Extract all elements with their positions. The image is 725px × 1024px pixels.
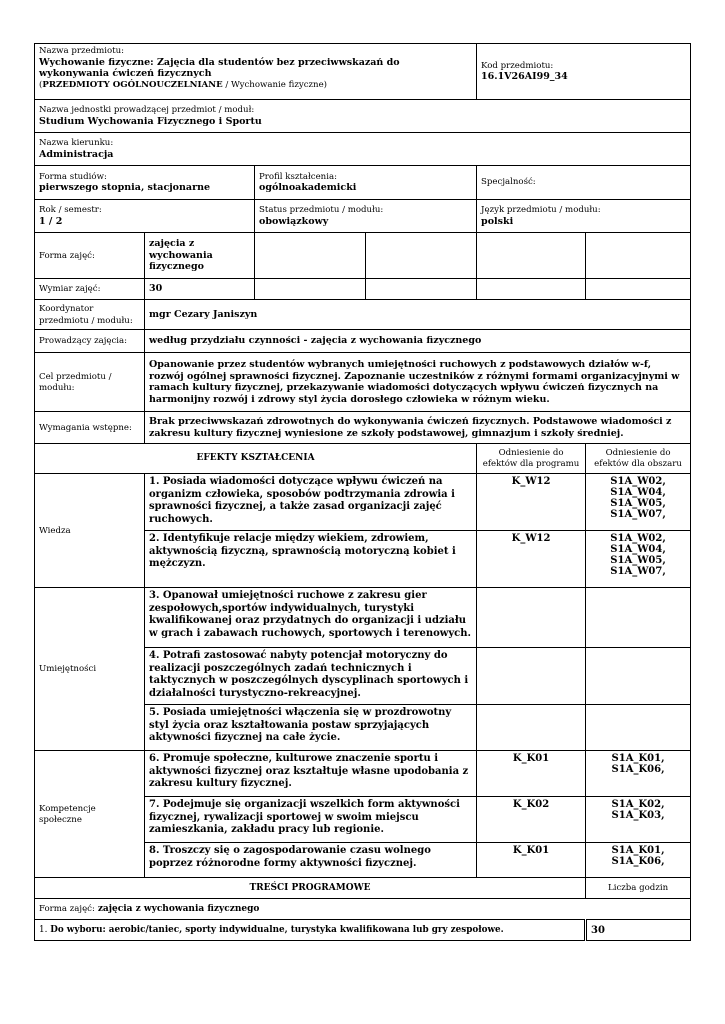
specialty-label: Specjalność: <box>481 177 536 188</box>
profile-label: Profil kształcenia: <box>259 171 337 182</box>
class-form-empty-2 <box>366 233 477 279</box>
effect-6-area <box>586 751 691 797</box>
direction-label: Nazwa kierunku: <box>39 138 114 148</box>
content-item-text: Do wyboru: aerobic/taniec, sporty indywidualne, turystyka kwalifikowana lub gry zespołowe. <box>50 924 504 935</box>
effects-title: EFEKTY KSZTAŁCENIA <box>35 444 477 474</box>
content-form-value: zajęcia z wychowania fizycznego <box>97 904 260 914</box>
content-form-cell <box>35 899 691 920</box>
language-value: polski <box>481 215 514 227</box>
class-form-label: Forma zajęć: <box>35 233 145 279</box>
coordinator-label: Koordynator przedmiotu / modułu: <box>35 300 145 330</box>
hours-empty-1 <box>255 279 366 300</box>
hours-empty-2 <box>366 279 477 300</box>
content-item-num: 1. <box>39 924 48 935</box>
study-form-label: Forma studiów: <box>39 171 107 182</box>
effect-3-area <box>586 588 691 648</box>
effect-7-area <box>586 797 691 843</box>
status-cell <box>255 200 477 233</box>
language-cell <box>477 200 691 233</box>
effect-4-program <box>477 648 586 705</box>
subject-group-name: PRZEDMIOTY OGÓLNOUCZELNIANE <box>42 79 223 90</box>
effect-5-area <box>586 705 691 751</box>
effect-7-area-1: S1A_K02, <box>611 799 665 810</box>
effect-8-program: K_K01 <box>477 843 586 878</box>
profile-value: ogólnoakademicki <box>259 182 357 193</box>
effect-2-area <box>586 531 691 588</box>
effect-3-text: 3. Opanował umiejętności ruchowe z zakresu gier zespołowych,sportów indywidualnych, turystyki kwalifikowanej oraz przydatnych do organizacji i udziału w grach i zabawach ruchowych, sportowych i terenowych. <box>145 588 477 648</box>
syllabus-table <box>34 43 691 941</box>
status-label: Status przedmiotu / modułu: <box>259 205 384 215</box>
effect-2-area-1: S1A_W02, <box>610 533 666 544</box>
unit-cell <box>35 100 691 133</box>
effect-3-program <box>477 588 586 648</box>
subject-group-extra: / Wychowanie fizyczne) <box>222 79 328 90</box>
goal-label: Cel przedmiotu / modułu: <box>35 353 145 412</box>
class-form-empty-4 <box>586 233 691 279</box>
code-cell <box>477 44 691 100</box>
requirements-label: Wymagania wstępne: <box>35 412 145 444</box>
content-item-1 <box>35 920 586 941</box>
effect-2-text: 2. Identyfikuje relacje między wiekiem, zdrowiem, aktywnością fizyczną, sprawnością motoryczną kobiet i mężczyzn. <box>145 531 477 588</box>
effect-2-area-4: S1A_W07, <box>610 566 666 577</box>
study-form-value: pierwszego stopnia, stacjonarne <box>39 182 211 193</box>
effect-6-area-1: S1A_K01, <box>611 753 665 764</box>
content-form-label: Forma zajęć: <box>39 904 95 914</box>
instructor-label: Prowadzący zajęcia: <box>35 330 145 353</box>
direction-cell <box>35 133 691 166</box>
effect-8-text: 8. Troszczy się o zagospodarowanie czasu wolnego poprzez różnorodne formy aktywności fizycznej. <box>145 843 477 878</box>
language-label: Język przedmiotu / modułu: <box>481 205 601 215</box>
effect-4-area <box>586 648 691 705</box>
effect-1-area-1: S1A_W02, <box>610 476 666 487</box>
group-kompetencje: Kompetencje społeczne <box>35 751 145 878</box>
hours-value: 30 <box>145 279 255 300</box>
effect-2-area-3: S1A_W05, <box>610 555 666 566</box>
effect-1-area-3: S1A_W05, <box>610 498 666 509</box>
effect-1-text: 1. Posiada wiadomości dotyczące wpływu ćwiczeń na organizm człowieka, sposobów podtrzymania zdrowia i sprawności fizycznej, a także zasad organizacji zajęć ruchowych. <box>145 474 477 531</box>
group-wiedza: Wiedza <box>35 474 145 588</box>
effects-col-program: Odniesienie do efektów dla programu <box>477 444 586 474</box>
class-form-empty-3 <box>477 233 586 279</box>
effect-1-area <box>586 474 691 531</box>
subject-title: Wychowanie fizyczne: Zajęcia dla studentów bez przeciwwskazań do wykonywania ćwiczeń fizycznych <box>39 56 400 79</box>
profile-cell <box>255 166 477 200</box>
subject-group: (PRZEDMIOTY OGÓLNOUCZELNIANE / Wychowanie fizyczne) <box>39 79 328 90</box>
effect-2-program: K_W12 <box>477 531 586 588</box>
goal-value: Opanowanie przez studentów wybranych umiejętności ruchowych z podstawowych działów w-f, rozwój ogólnej sprawności fizycznej. Zapoznanie uczestników z różnymi formami organizacyjnymi w ramach kultury fizycznej, przekazywanie wiadomości dotyczących wpływu ćwiczeń fizycznych na harmonijny rozwój i zdrowy styl życia dorosłego człowieka w różnym wieku. <box>145 353 691 412</box>
code-label: Kod przedmiotu: <box>481 60 554 71</box>
effect-7-text: 7. Podejmuje się organizacji wszelkich form aktywności fizycznej, rywalizacji sportowej w swoim miejscu zamieszkania, zakładu pracy lub regionie. <box>145 797 477 843</box>
unit-value: Studium Wychowania Fizycznego i Sportu <box>39 115 262 127</box>
effect-8-area <box>586 843 691 878</box>
effects-col-area: Odniesienie do efektów dla obszaru <box>586 444 691 474</box>
class-form-value: zajęcia z wychowania fizycznego <box>145 233 255 279</box>
direction-value: Administracja <box>39 148 114 160</box>
year-label: Rok / semestr: <box>39 205 102 215</box>
effect-2-area-2: S1A_W04, <box>610 544 666 555</box>
requirements-value: Brak przeciwwskazań zdrowotnych do wykonywania ćwiczeń fizycznych. Podstawowe wiadomości z zakresu kultury fizycznej wyniesione ze szkoły podstawowej, gimnazjum i szkoły średniej. <box>145 412 691 444</box>
coordinator-value: mgr Cezary Janiszyn <box>145 300 691 330</box>
unit-label: Nazwa jednostki prowadzącej przedmiot / moduł: <box>39 105 255 115</box>
study-form-cell <box>35 166 255 200</box>
effect-1-program: K_W12 <box>477 474 586 531</box>
year-cell <box>35 200 255 233</box>
effect-8-area-2: S1A_K06, <box>611 856 665 867</box>
content-title: TREŚCI PROGRAMOWE <box>35 878 586 899</box>
subject-label: Nazwa przedmiotu: <box>39 46 125 56</box>
specialty-cell <box>477 166 691 200</box>
effect-5-text: 5. Posiada umiejętności włączenia się w prozdrowotny styl życia oraz kształtowania postaw sprzyjających aktywności fizycznej na całe życie. <box>145 705 477 751</box>
effect-6-text: 6. Promuje społeczne, kulturowe znaczenie sportu i aktywności fizycznej oraz kształtuje własne upodobania z zakresu kultury fizycznej. <box>145 751 477 797</box>
year-value: 1 / 2 <box>39 215 63 227</box>
hours-empty-3 <box>477 279 586 300</box>
hours-label: Wymiar zajęć: <box>35 279 145 300</box>
effect-4-text: 4. Potrafi zastosować nabyty potencjał motoryczny do realizacji poszczególnych zadań technicznych i taktycznych w poszczególnych dyscyplinach sportowych i działalności turystyczno-rekreacyjnej. <box>145 648 477 705</box>
effect-8-area-1: S1A_K01, <box>611 845 665 856</box>
effect-1-area-4: S1A_W07, <box>610 509 666 520</box>
content-hours-label: Liczba godzin <box>586 878 691 899</box>
effect-1-area-2: S1A_W04, <box>610 487 666 498</box>
class-form-empty-1 <box>255 233 366 279</box>
subject-cell <box>35 44 477 100</box>
content-item-1-hours: 30 <box>586 920 691 941</box>
effect-6-area-2: S1A_K06, <box>611 764 665 775</box>
effect-7-program: K_K02 <box>477 797 586 843</box>
hours-empty-4 <box>586 279 691 300</box>
syllabus-sheet <box>34 43 690 941</box>
code-value: 16.1V26AI99_34 <box>481 71 568 82</box>
group-umiejetnosci: Umiejętności <box>35 588 145 751</box>
instructor-value: według przydziału czynności - zajęcia z wychowania fizycznego <box>145 330 691 353</box>
status-value: obowiązkowy <box>259 215 329 227</box>
effect-6-program: K_K01 <box>477 751 586 797</box>
effect-5-program <box>477 705 586 751</box>
effect-7-area-2: S1A_K03, <box>611 810 665 821</box>
